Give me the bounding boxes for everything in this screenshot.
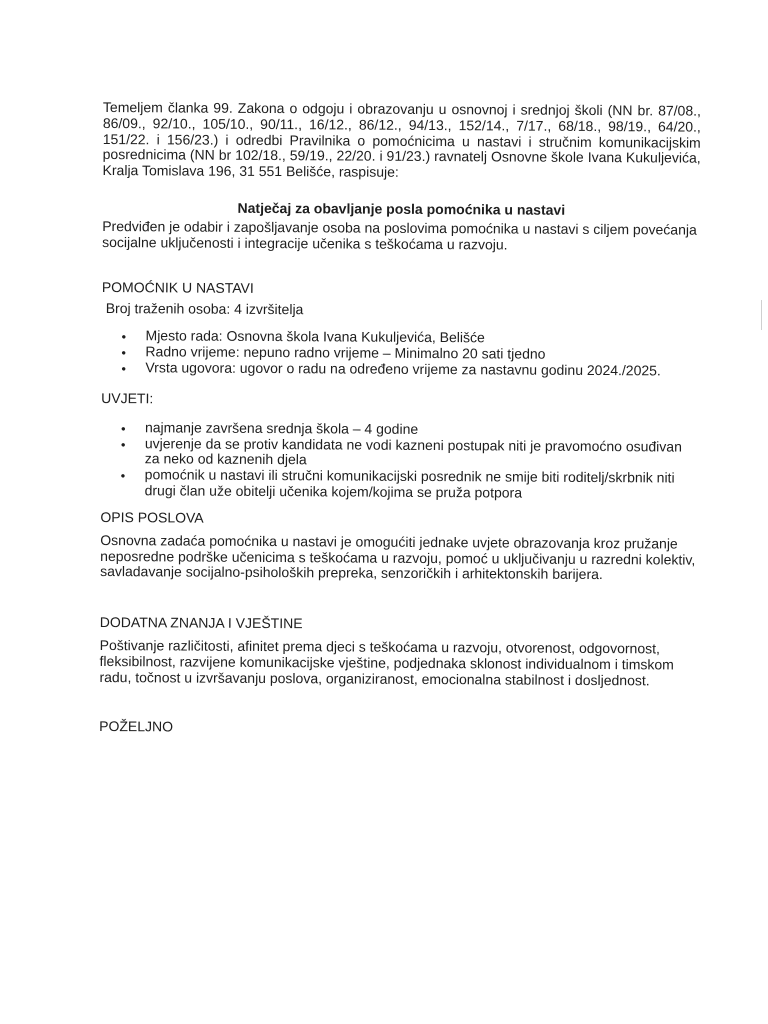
- list-item-text: pomoćnik u nastavi ili stručni komunikacijski posrednik ne smije biti roditelj/skrbnik niti drugi član uže obitelji učenika kojem/kojima se pruža potpora: [144, 466, 675, 501]
- list-item: [101, 467, 699, 502]
- additional-skills-text: Poštivanje različitosti, afinitet prema djeci s teškoćama u razvoju, otvorenost, odgovornost, fleksibilnost, razvijene komunikacijske vještine, podjednaka sklonost individualnom i timskom radu, točnost u izvršavanju poslova, organiziranost, emocionalna stabilnost i dosljednost.: [99, 637, 674, 689]
- bullet-icon: •: [121, 329, 127, 345]
- bullet-icon: •: [120, 468, 126, 484]
- bullet-icon: •: [120, 420, 126, 436]
- position-heading: POMOĆNIK U NASTAVI: [101, 278, 254, 296]
- intro-paragraph: Temeljem članka 99. Zakona o odgoju i obrazovanju u osnovnoj i srednjoj školi (NN br. 87/08., 86/09., 92/10., 105/10., 90/11., 16/12., 86/12., 94/13., 152/14., 7/17., 68/18., 98/19., 64/20., 151/22. i 156/23.) i odredbi Pravilnika o pomoćnicima u nastavi i stručnim komunikacijskim posrednicima (NN br 102/18., 59/19., 22/20. i 91/23.) ravnatelj Osnovne škole Ivana Kukuljevića, Kralja Tomislava 196, 31 551 Belišće, raspisuje:: [102, 99, 701, 180]
- job-description-text: Osnovna zadaća pomoćnika u nastavi je omogućiti jednake uvjete obrazovanja kroz pružanje neposredne podrške učenicima s teškoćama u razvoju, pomoć u uključivanju u razredni kolektiv, savladavanje socijalno-psiholoških prepreka, senzoričkih i arhitektonskih barijera.: [100, 531, 696, 583]
- bullet-icon: •: [121, 361, 126, 377]
- list-item-text: Vrsta ugovora: ugovor o radu na određeno vrijeme za nastavnu godinu 2024./2025.: [145, 359, 661, 379]
- document-title: Natječaj za obavljanje posla pomoćnika u nastavi: [237, 199, 566, 218]
- list-item-text: Radno vrijeme: nepuno radno vrijeme – Minimalno 20 sati tjedno: [145, 343, 546, 362]
- conditions-list: [101, 420, 699, 503]
- list-item-text: uvjerenje da se protiv kandidata ne vodi kazneni postupak niti je pravomoćno osuđivan za neko od kaznenih djela: [144, 434, 682, 468]
- bullet-icon: •: [120, 436, 126, 452]
- list-item-text: Mjesto rada: Osnovna škola Ivana Kukuljevića, Belišće: [145, 327, 485, 346]
- list-item-text: najmanje završena srednja škola – 4 godine: [144, 419, 419, 437]
- list-item: [101, 436, 699, 471]
- positions-count: Broj traženih osoba: 4 izvršitelja: [105, 299, 304, 317]
- position-details-list: [101, 328, 699, 379]
- purpose-paragraph: Predviđen je odabir i zapošljavanje osoba na poslovima pomoćnika u nastavi s ciljem povećanja socijalne uključenosti i integracije učenika s teškoćama u razvoju.: [102, 217, 697, 253]
- scan-edge-mark: [761, 300, 762, 330]
- desirable-heading: POŽELJNO: [99, 717, 174, 734]
- additional-skills-heading: DODATNA ZNANJA I VJEŠTINE: [99, 614, 303, 632]
- job-description-heading: OPIS POSLOVA: [100, 508, 204, 526]
- document-content: [99, 100, 701, 737]
- bullet-icon: •: [121, 345, 127, 361]
- conditions-heading: UVJETI:: [101, 389, 154, 407]
